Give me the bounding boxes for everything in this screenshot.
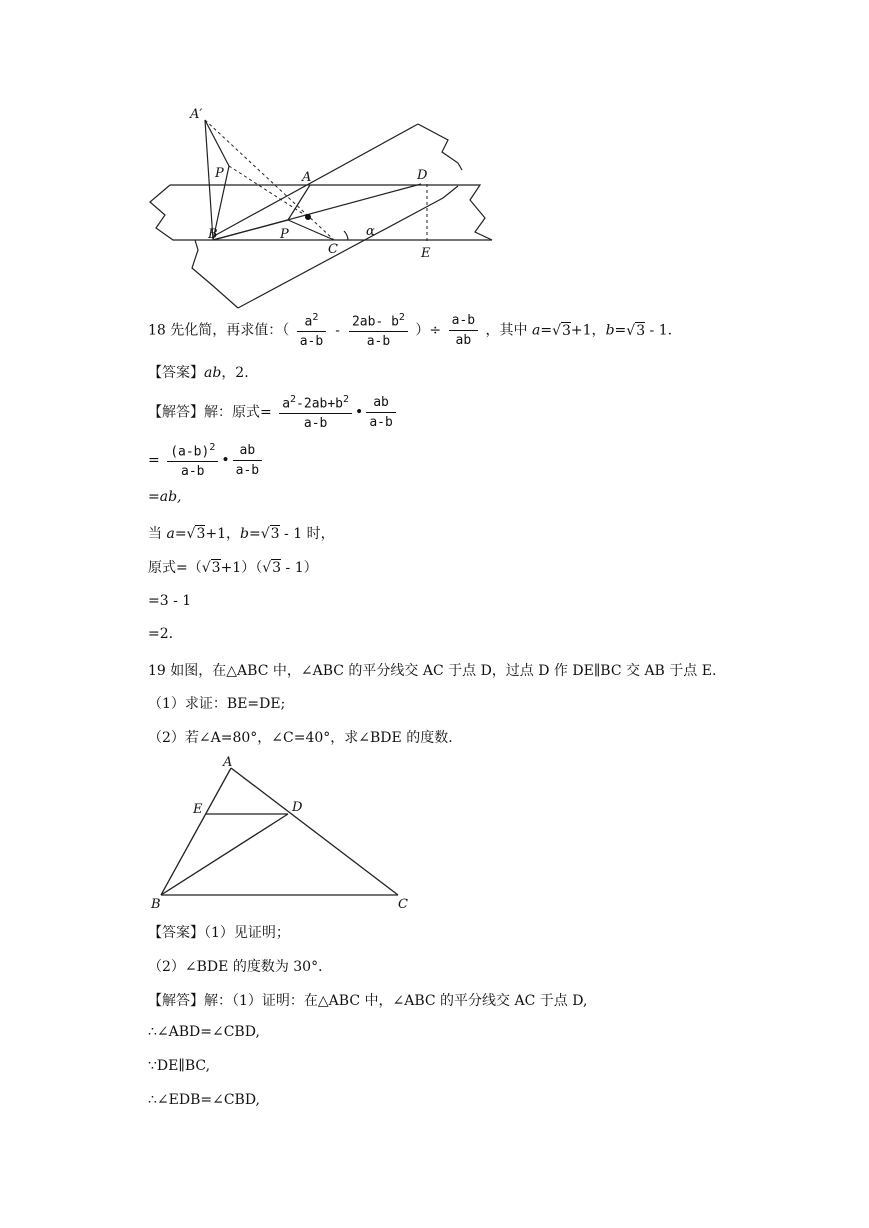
sqrt-symbol: √3 bbox=[552, 322, 571, 339]
solution-19-line-2: ∴∠ABD=∠CBD, bbox=[148, 1024, 260, 1040]
q18-fraction-1: $\frac{a^2}{a-b}$ bbox=[297, 312, 326, 349]
solution-19-line-3: ∵DE∥BC, bbox=[148, 1058, 211, 1074]
label-D: D bbox=[417, 168, 428, 183]
question-19-part-1: （1）求证：BE=DE; bbox=[148, 696, 286, 712]
label-A: A bbox=[223, 755, 233, 770]
answer-19-line-1: 【答案】（1）见证明； bbox=[148, 925, 290, 941]
label-P-lower: P bbox=[280, 227, 289, 242]
question-19: 19 如图，在△ABC 中，∠ABC 的平分线交 AC 于点 D，过点 D 作 DE∥BC 交 AB 于点 E. bbox=[148, 663, 717, 679]
solution-18-step-4: 当 a=√3+1，b=√3 - 1 时， bbox=[148, 526, 335, 542]
figure-triangle-abc bbox=[145, 750, 425, 915]
label-E: E bbox=[421, 246, 431, 261]
question-18: 18 先化简，再求值：（ $\frac{a^2}{a-b}$ - $\frac{2ab- b^2}{a-b}$ ）÷ $\frac{a-b}{ab}$ ，其中 a=√3+1，b=√3 - 1. bbox=[148, 312, 673, 350]
label-B: B bbox=[208, 227, 218, 242]
label-E: E bbox=[193, 802, 203, 817]
label-alpha: α bbox=[366, 224, 375, 239]
solution-19-line-4: ∴∠EDB=∠CBD, bbox=[148, 1092, 261, 1108]
answer-18: 【答案】ab，2. bbox=[148, 365, 249, 381]
label-P-upper: P bbox=[215, 166, 224, 181]
question-19-part-2: （2）若∠A=80°，∠C=40°，求∠BDE 的度数. bbox=[148, 730, 453, 746]
label-C: C bbox=[328, 242, 338, 257]
label-A: A bbox=[302, 170, 312, 185]
label-D: D bbox=[292, 800, 303, 815]
label-C: C bbox=[398, 897, 408, 912]
solution-18-step-1: 【解答】解：原式= $\frac{a^2-2ab+b^2}{a-b}$ • $\frac{ab}{a-b}$ bbox=[148, 394, 399, 431]
label-A-prime: A′ bbox=[190, 107, 203, 122]
q18-prompt: 先化简，再求值：（ bbox=[170, 322, 290, 339]
solution-18-step-3: =ab, bbox=[148, 489, 182, 505]
solution-18-step-2: = $\frac{(a-b)^2}{a-b}$ • $\frac{ab}{a-b}$ bbox=[148, 442, 265, 479]
q18-fraction-3: $\frac{a-b}{ab}$ bbox=[449, 313, 478, 348]
solution-19-line-1: 【解答】解：（1）证明：在△ABC 中，∠ABC 的平分线交 AC 于点 D, bbox=[148, 993, 588, 1009]
figure-folded-strip bbox=[140, 100, 500, 310]
q18-number: 18 bbox=[148, 322, 166, 339]
answer-19-line-2: （2）∠BDE 的度数为 30°． bbox=[148, 959, 333, 975]
solution-18-step-7: =2. bbox=[148, 626, 174, 642]
solution-18-step-5: 原式=（√3+1）（√3 - 1） bbox=[148, 560, 318, 576]
q18-fraction-2: $\frac{2ab- b^2}{a-b}$ bbox=[349, 312, 408, 349]
label-B: B bbox=[151, 897, 161, 912]
solution-18-step-6: =3 - 1 bbox=[148, 593, 192, 609]
